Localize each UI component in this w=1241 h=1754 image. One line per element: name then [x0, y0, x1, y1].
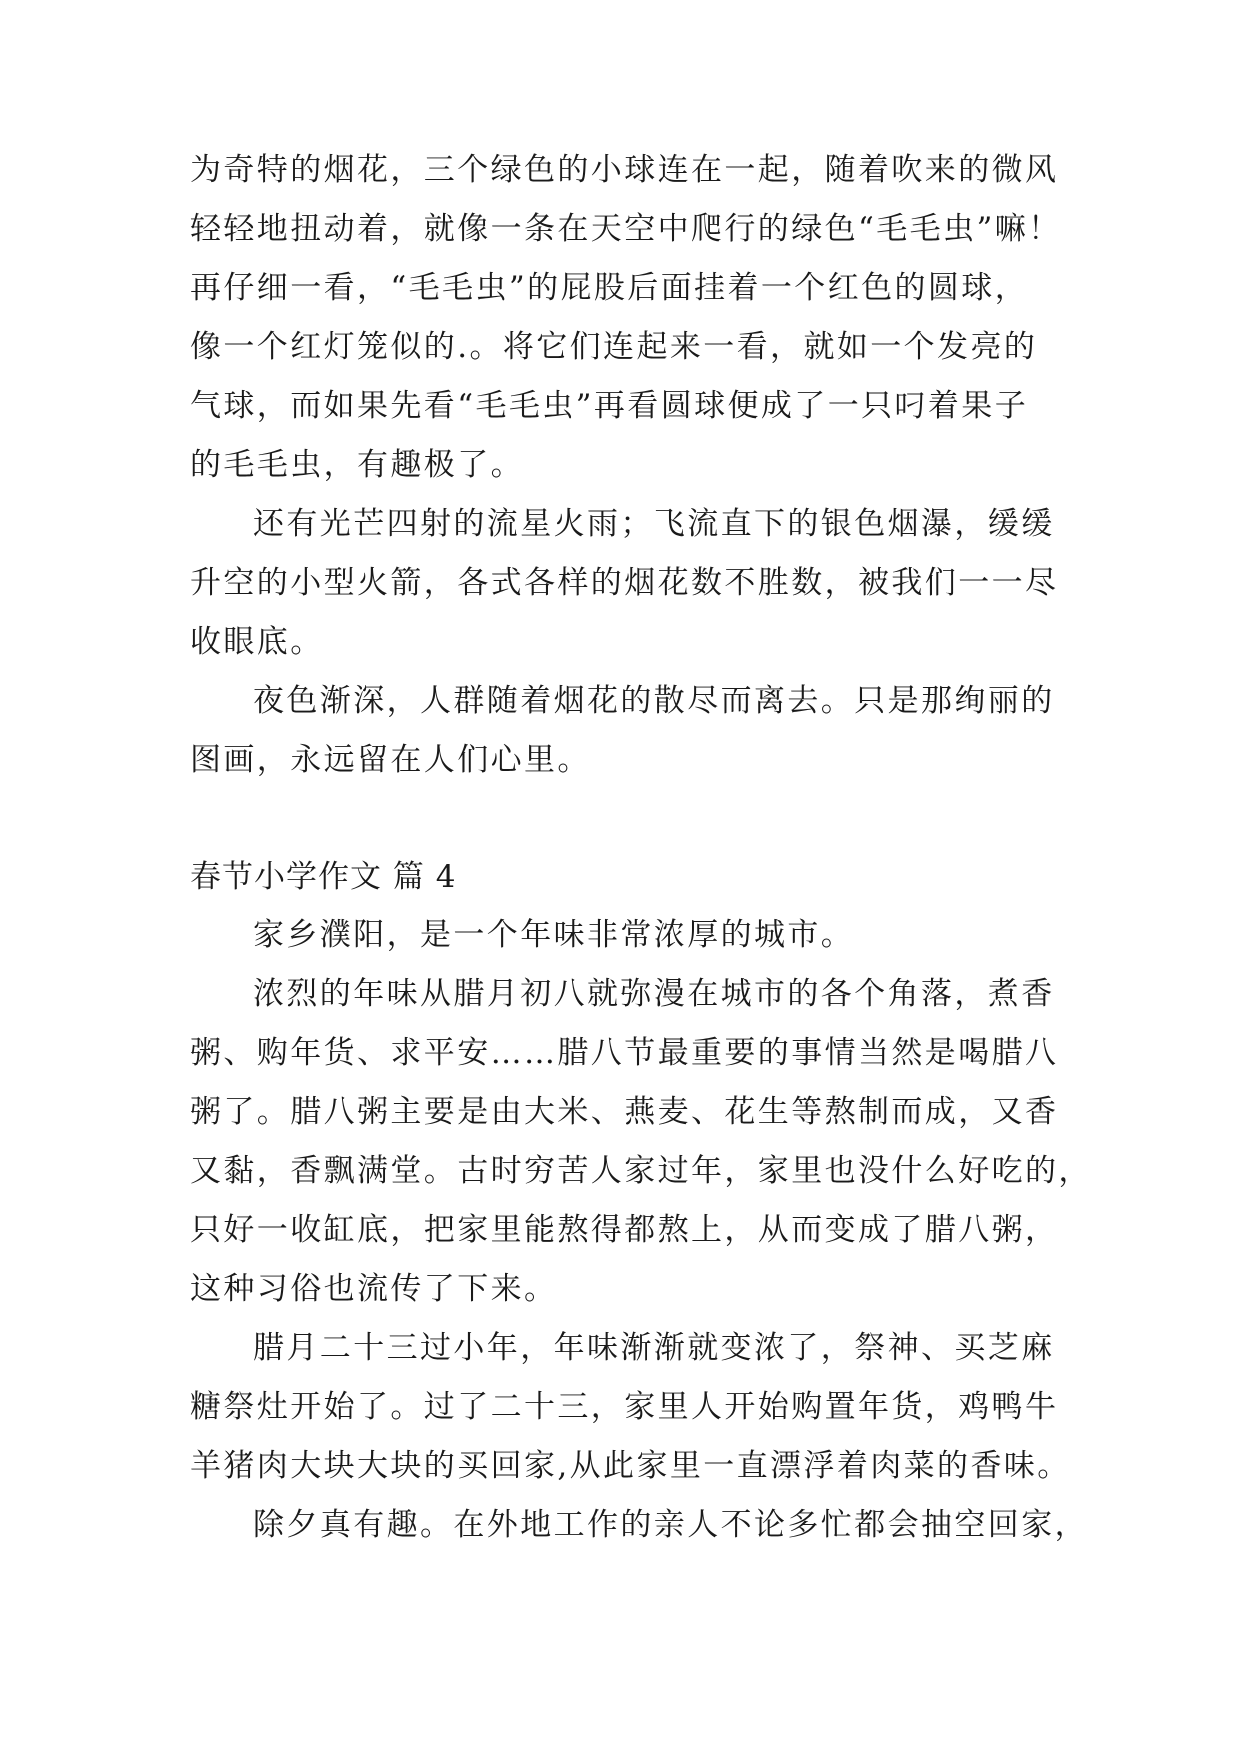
text-line: 又黏，香飘满堂。古时穷苦人家过年，家里也没什么好吃的，	[190, 1153, 1092, 1189]
text-line: 像一个红灯笼似的.。将它们连起来一看，就如一个发亮的	[190, 329, 1038, 365]
section-heading: 春节小学作文 篇 4	[190, 859, 457, 895]
text-line: 浓烈的年味从腊月初八就弥漫在城市的各个角落，煮香	[253, 976, 1055, 1012]
text-line: 轻轻地扭动着，就像一条在天空中爬行的绿色“毛毛虫”嘛！	[190, 211, 1062, 247]
text-line: 粥、购年货、求平安……腊八节最重要的事情当然是喝腊八	[190, 1035, 1059, 1071]
text-line: 夜色渐深，人群随着烟花的散尽而离去。只是那绚丽的	[253, 683, 1055, 719]
text-line: 只好一收缸底，把家里能熬得都熬上，从而变成了腊八粥，	[190, 1212, 1059, 1248]
text-line: 腊月二十三过小年，年味渐渐就变浓了，祭神、买芝麻	[253, 1330, 1055, 1366]
text-line: 还有光芒四射的流星火雨；飞流直下的银色烟瀑，缓缓	[253, 506, 1055, 542]
text-line: 升空的小型火箭，各式各样的烟花数不胜数，被我们一一尽	[190, 565, 1059, 601]
text-line: 这种习俗也流传了下来。	[190, 1271, 558, 1307]
text-line: 收眼底。	[190, 624, 324, 660]
text-line: 气球，而如果先看“毛毛虫”再看圆球便成了一只叼着果子	[190, 388, 1029, 424]
text-line: 的毛毛虫，有趣极了。	[190, 447, 524, 483]
text-line: 粥了。腊八粥主要是由大米、燕麦、花生等熬制而成，又香	[190, 1094, 1059, 1130]
text-line: 家乡濮阳，是一个年味非常浓厚的城市。	[253, 917, 855, 953]
text-line: 除夕真有趣。在外地工作的亲人不论多忙都会抽空回家，	[253, 1507, 1088, 1543]
text-line: 糖祭灶开始了。过了二十三，家里人开始购置年货，鸡鸭牛	[190, 1389, 1059, 1425]
text-line: 图画，永远留在人们心里。	[190, 742, 591, 778]
text-line: 羊猪肉大块大块的买回家,从此家里一直漂浮着肉菜的香味。	[190, 1448, 1071, 1484]
text-line: 再仔细一看，“毛毛虫”的屁股后面挂着一个红色的圆球，	[190, 270, 1029, 306]
text-line: 为奇特的烟花，三个绿色的小球连在一起，随着吹来的微风	[190, 152, 1059, 188]
